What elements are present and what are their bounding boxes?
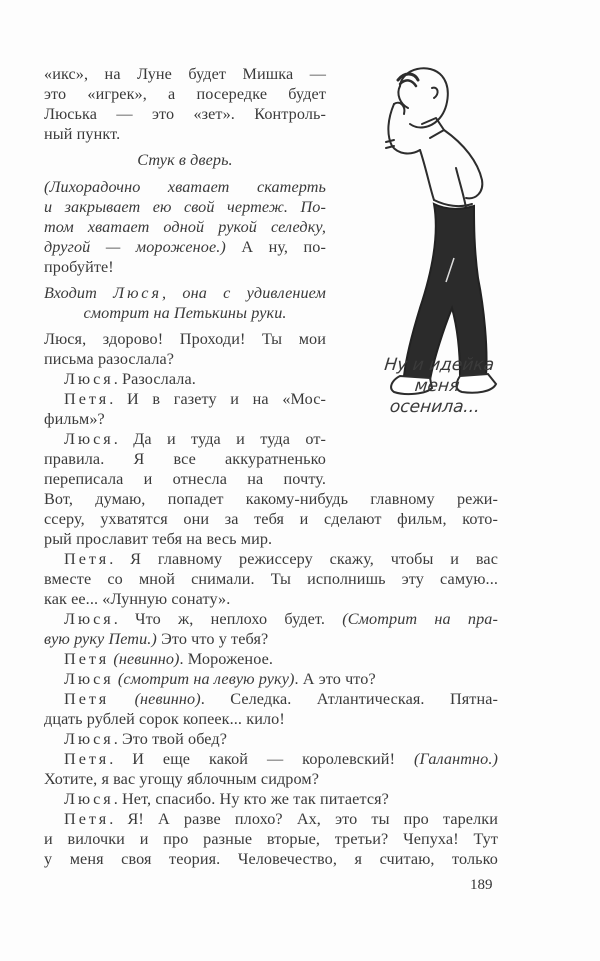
text: ссеру, ухватятся они за тебя и сделают фильм, кото- <box>44 510 498 528</box>
character-name: Люся <box>64 370 114 388</box>
illustration-caption <box>359 355 516 418</box>
text: . Разослала. <box>113 370 196 388</box>
dialogue-line <box>44 389 326 409</box>
dialogue-line <box>44 549 498 569</box>
text: . Что ж, неплохо будет. <box>113 610 343 628</box>
text: фильм»? <box>44 410 105 428</box>
text: . Мороженое. <box>179 650 274 668</box>
character-name: Люся <box>64 730 114 748</box>
text: Стук в дверь. <box>137 151 233 169</box>
dialogue-line <box>44 789 498 809</box>
character-name: Петя <box>64 750 110 768</box>
text: . Селедка. Атлантическая. Пятна- <box>200 690 498 708</box>
text-line <box>44 469 326 489</box>
dialogue-line <box>44 809 498 829</box>
text-line <box>44 449 326 469</box>
text: , она с удивлением <box>162 284 326 302</box>
character-name: Петя <box>64 390 110 408</box>
text-line <box>44 529 498 549</box>
stage-direction-line <box>44 303 326 323</box>
text: другой — мороженое.) <box>44 238 226 256</box>
character-name: Люся <box>64 790 114 808</box>
text <box>109 690 134 708</box>
text-line <box>44 349 326 369</box>
dialogue-line <box>44 749 498 769</box>
dialogue-line <box>44 609 498 629</box>
text: смотрит на Петькины руки. <box>83 304 287 322</box>
caption-line: осенила... <box>388 397 481 417</box>
text-line <box>44 329 326 349</box>
text: правила. Я все аккуратненько <box>44 450 326 468</box>
text-line <box>44 124 326 144</box>
text-line <box>44 509 498 529</box>
text: . И еще какой — королевский! <box>109 750 414 768</box>
text: . Нет, спасибо. Ну кто же так питается? <box>113 790 389 808</box>
stage-direction-line <box>44 283 326 303</box>
text: (Лихорадочно хватает скатерть <box>44 178 326 196</box>
text-line <box>44 257 326 277</box>
text-line <box>44 489 498 509</box>
stage-direction-line <box>44 217 326 237</box>
character-name: Петя <box>64 690 110 708</box>
text: письма разослала? <box>44 350 175 368</box>
text: пробуйте! <box>44 258 114 276</box>
text: вместе со мной снимали. Ты исполнишь эту самую... <box>44 570 498 588</box>
text: это «игрек», а посередке будет <box>44 85 326 103</box>
text: . Да и туда и туда от- <box>113 430 326 448</box>
text-line <box>44 709 498 729</box>
text: переписала и отнесла на почту. <box>44 470 326 488</box>
dialogue-line <box>44 729 498 749</box>
text: Люська — это «зет». Контроль- <box>44 105 326 123</box>
text: дцать рублей сорок копеек... кило! <box>44 710 285 728</box>
character-name: Люся <box>64 670 114 688</box>
dialogue-line <box>44 429 326 449</box>
text: как ее... «Лунную сонату». <box>44 590 231 608</box>
text-line <box>44 629 498 649</box>
dialogue-line <box>44 649 498 669</box>
caption-line: меня <box>413 376 461 396</box>
text-line <box>44 769 498 789</box>
text: Это что у тебя? <box>156 630 269 648</box>
character-name: Люся <box>64 430 114 448</box>
stage-direction: (смотрит на левую руку) <box>117 670 295 688</box>
character-name: Петя <box>64 550 110 568</box>
text: Хотите, я вас угощу яблочным сидром? <box>44 770 319 788</box>
dialogue-line <box>44 669 498 689</box>
character-name: Петя <box>64 810 110 828</box>
stage-direction: (невинно) <box>134 690 201 708</box>
text: . Я! А разве плохо? Ах, это ты про тарелки <box>109 810 498 828</box>
stage-direction-line <box>44 177 326 197</box>
text: . Я главному режиссеру скажу, чтобы и вас <box>109 550 498 568</box>
stage-direction <box>44 150 326 170</box>
text: . Это твой обед? <box>113 730 228 748</box>
text: Люся, здорово! Проходи! Ты мои <box>44 330 326 348</box>
character-name: Люся <box>64 610 114 628</box>
text: ный пункт. <box>44 125 121 143</box>
text-line <box>44 64 326 84</box>
text: «икс», на Луне будет Мишка — <box>44 65 326 83</box>
text-line <box>44 237 326 257</box>
text: А ну, по- <box>225 238 326 256</box>
stage-direction: (Смотрит на пра- <box>342 610 498 628</box>
stage-direction: (Галантно.) <box>413 750 498 768</box>
text: и закрывает ею свой чертеж. По- <box>44 198 326 216</box>
stage-direction: вую руку Пети.) <box>44 630 157 648</box>
text: Вот, думаю, попадет какому-нибудь главному режи- <box>44 490 498 508</box>
text-line <box>44 829 498 849</box>
text: рый прославит тебя на весь мир. <box>44 530 273 548</box>
text: . И в газету и на «Мос- <box>109 390 326 408</box>
text-line <box>44 104 326 124</box>
page-number: 189 <box>470 877 493 893</box>
text: Входит <box>44 284 114 302</box>
text-line <box>44 569 498 589</box>
character-name: Люся <box>113 284 163 302</box>
dialogue-line <box>44 689 498 709</box>
text-line <box>44 849 498 869</box>
text: у меня своя теория. Человечество, я считаю, только <box>44 850 498 868</box>
text: том хватает одной рукой селедку, <box>44 218 326 236</box>
stage-direction-line <box>44 197 326 217</box>
text-line <box>44 589 498 609</box>
text: и вилочки и про разные вторые, третьи? Чепуха! Тут <box>44 830 498 848</box>
text: . А это что? <box>294 670 376 688</box>
text-line <box>44 84 326 104</box>
caption-line: Ну и идейка <box>383 355 496 375</box>
text-line <box>44 409 326 429</box>
stage-direction: (невинно) <box>113 650 180 668</box>
character-name: Петя <box>64 650 110 668</box>
dialogue-line <box>44 369 326 389</box>
